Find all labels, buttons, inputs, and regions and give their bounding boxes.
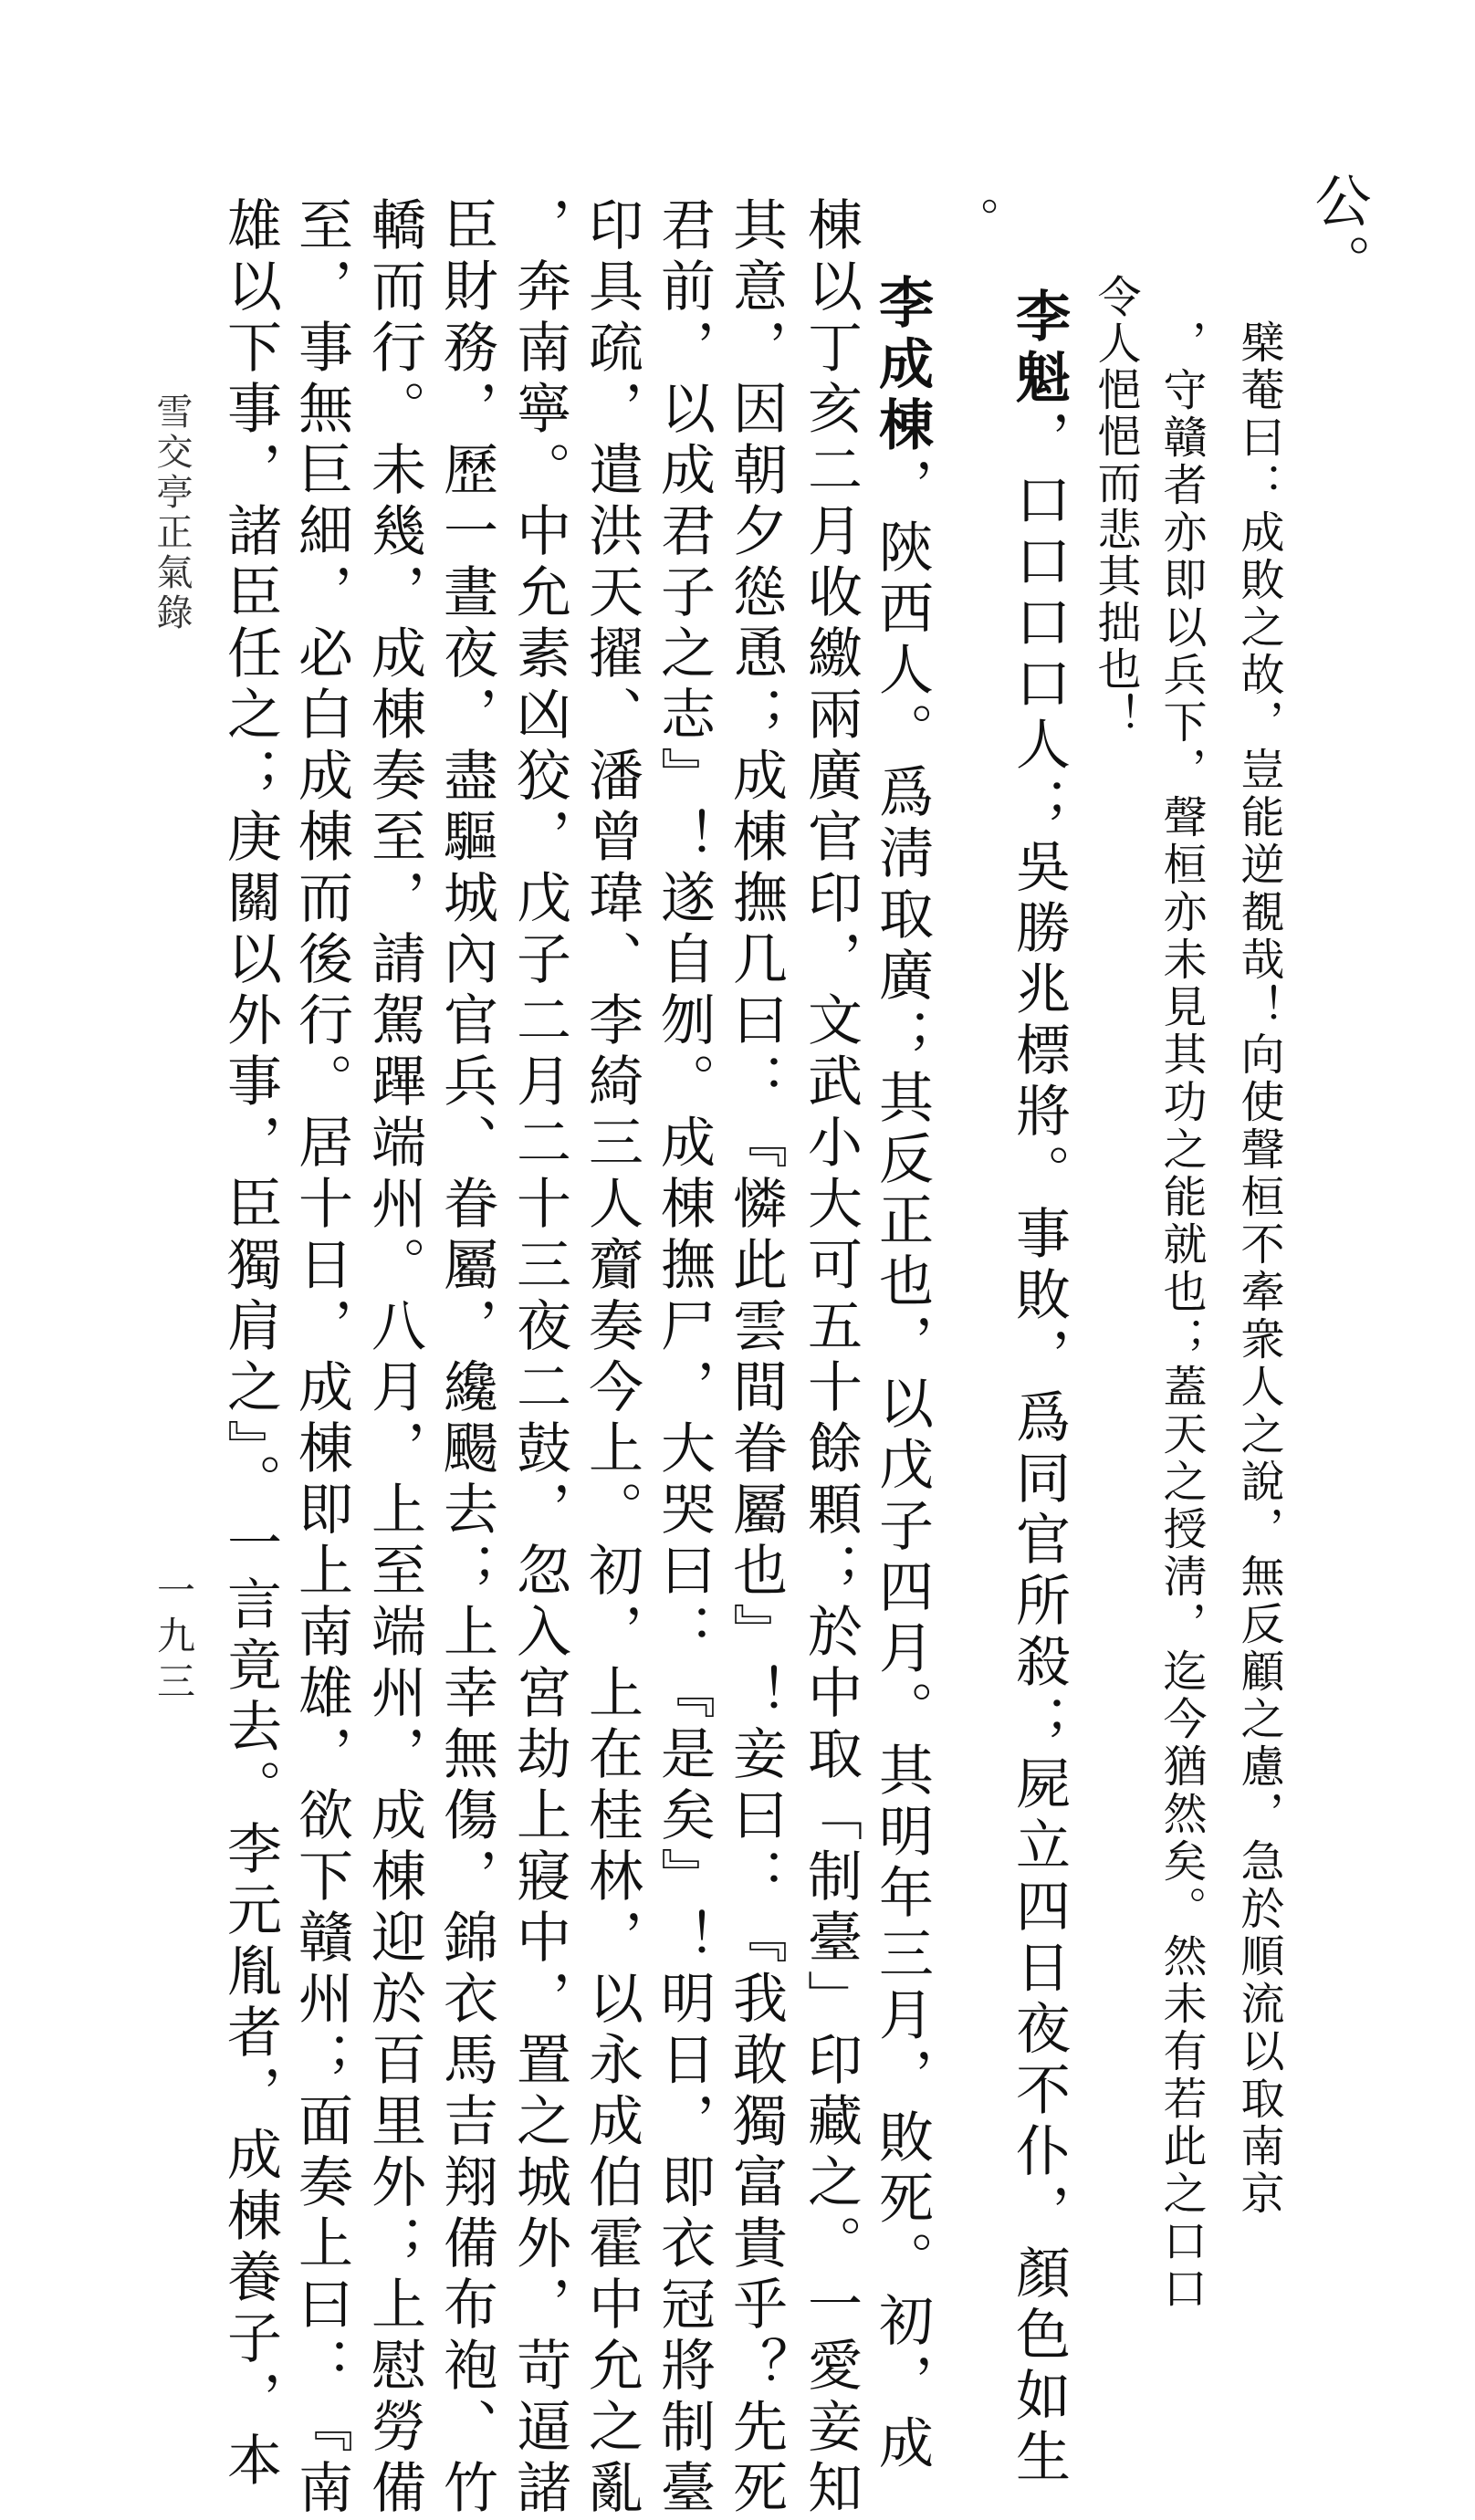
text-column-3: ，守贛者亦即以兵下，聲桓亦未見其功之能就也；蓋天之授淸，迄今猶然矣。然未有若此之口口 <box>1156 319 1207 2313</box>
text-column-16: 雄以下事，諸臣任之；庚關以外事，臣獨肩之』。一言竟去。李元胤者，成棟養子，本 <box>218 196 282 2493</box>
text-column-4: 令人悒悒而悲其拙也！ <box>1090 274 1141 739</box>
text-column-5-body: ，口口口口人；吳勝兆標將。事敗，爲同官所殺；屍立四日夜不仆，顏色如生 <box>1007 410 1071 2489</box>
text-column-7 <box>870 274 934 2475</box>
text-column-2: 檗菴曰：成敗之故，豈能逆覩哉！向使聲桓不牽衆人之說，無反顧之慮，急於順流以取南京 <box>1233 319 1284 2218</box>
entry-heading-li-chengdong: 李成棟 <box>870 274 934 457</box>
page-number: 一九三 <box>152 1570 196 1707</box>
text-column-6: 。 <box>944 196 999 249</box>
text-column-15: 至，事無巨細，必白成棟而後行。居十日，成棟即上南雄，欲下贛州；面奏上曰：『南 <box>289 196 353 2520</box>
text-column-9: 其意，因朝夕慫恿；成棟撫几曰：『憐此雲間眷屬也』！妾曰：『我敢獨富貴乎？先死 <box>724 196 788 2520</box>
text-column-10: 君前，以成君子之志』！遂自刎。成棟撫尸，大哭曰：『是矣』！明日，即衣冠將制臺 <box>652 196 716 2520</box>
text-column-1: 公。 <box>1305 172 1372 296</box>
text-column-8: 棟以丁亥二月收繳兩廣官印，文武小大可五十餘顆；於中取「制臺」印藏之。一愛妾知 <box>799 196 863 2520</box>
book-title: 雪交亭正氣錄 <box>151 392 193 633</box>
text-column-5 <box>1007 288 1071 2489</box>
text-column-14: 轎而行。未幾，成棟奏至，請駕蹕端州。八月，上至端州，成棟迎於百里外；上慰勞備 <box>362 196 426 2520</box>
text-column-7-body: ，陝西人。爲淸取廣；其反正也，以戊子四月。其明年三月，敗死。初，成 <box>870 457 934 2475</box>
text-column-12: ，奔南寧。中允素凶狡，戊子二月二十三夜二鼓，忽入宮劫上寢中，置之城外，苛逼諸 <box>507 196 571 2520</box>
text-column-11: 印具疏，遣洪天擢、潘曾瑋、李綺三人齎奏今上。初，上在桂林，以永成伯霍中允之亂 <box>580 196 643 2520</box>
entry-heading-li-kui: 李魁 <box>1007 288 1071 410</box>
text-column-13: 臣財務，歷一晝夜，盡驅城內官兵、眷屬，纔颺去；上幸無傷，錦衣馬吉翔備布袍、竹 <box>434 196 498 2520</box>
